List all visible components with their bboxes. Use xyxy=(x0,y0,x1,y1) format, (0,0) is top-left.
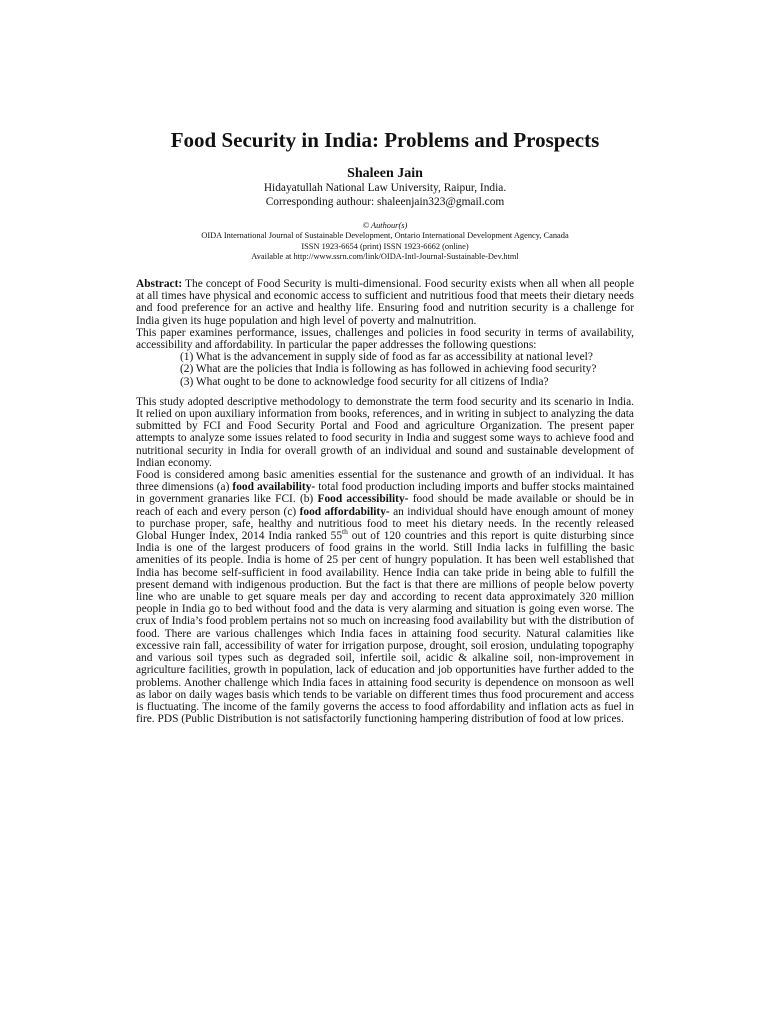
journal-name: OIDA International Journal of Sustainable Development, Ontario International Development Agency, Canada xyxy=(201,231,569,241)
affiliation: Hidayatullah National Law University, Raipur, India. xyxy=(263,182,507,194)
publication-meta xyxy=(116,221,654,262)
issn-line: ISSN 1923-6654 (print) ISSN 1923-6662 (online) xyxy=(301,241,469,251)
body-text: Food is considered among basic amenities essential for the sustenance and growth of an individual. It has three dimensions (a) xyxy=(136,469,634,494)
copyright-notice: © Authour(s) xyxy=(362,221,408,230)
dimensions-paragraph xyxy=(136,469,634,725)
author-name: Shaleen Jain xyxy=(347,166,423,181)
author-affiliation-block xyxy=(136,182,634,209)
body-text: an individual should have enough amount of money to purchase proper, safe, healthy and nutritious food to meet his dietary needs. In the recently released Global Hunger Index, 2014 India ranked 55 xyxy=(136,505,634,543)
question-1: (1) What is the advancement in supply side of food as far as accessibility at national level? xyxy=(180,351,593,364)
availability-link[interactable]: Available at http://www.ssrn.com/link/OIDA-Intl-Journal-Sustainable-Dev.html xyxy=(251,251,519,261)
term-food-accessibility: Food accessibility- xyxy=(317,493,409,506)
body-text: food should be made available or should be in reach of each and every person (c) xyxy=(136,493,635,518)
body-text: out of 120 countries and this report is quite disturbing since India is one of the largest producers of food grains in the world. Still India lacks in fulfilling the basic amenities of its people. India is home of 25 per cent of hungry population. It has been well established that India has become self-sufficient in food availability. Hence India can take pride in being able to fulfill the present demand with indigenous production. But the fact is that there are millions of people below poverty line who are unable to get square meals per day and according to recent data approximately 320 million people in India go to bed without food and the data is very alarming and situation is going even worse. The crux of India’s food problem pertains not so much on increasing food availability but with the distribution of food. There are various challenges which India faces in attaining food security. Natural calamities like excessive rain fall, accessibility of water for irrigation purpose, drought, soil erosion, undulating topography and various soil types such as degraded soil, infertile soil, acidic & alkaline soil, non-improvement in agriculture facilities, growth in population, lack of education and job opportunities have further added to the problems. Another challenge which India faces in attaining food security is dependence on monsoon as well as labor on daily wages basis which tends to be variable on different times thus food procurement and access is fluctuating. The income of the family governs the access to food affordability and inflation acts as fuel in fire. PDS (Public Distribution is not satisfactorily functioning hampering distribution of food at low prices. xyxy=(136,530,634,726)
corresponding-author: Corresponding authour: shaleenjain323@gmail.com xyxy=(265,195,505,208)
abstract-paragraph-2: This paper examines performance, issues, challenges and policies in food security in terms of availability, accessibility and affordability. In particular the paper addresses the following questions: xyxy=(136,326,634,352)
term-food-availability: food availability- xyxy=(232,481,316,494)
body-text: total food production including imports and buffer stocks maintained in government granaries like FCI. (b) xyxy=(136,481,634,506)
question-3: (3) What ought to be done to acknowledge food security for all citizens of India? xyxy=(180,375,549,388)
ordinal-superscript: th xyxy=(342,527,348,537)
term-food-affordability: food affordability- xyxy=(299,505,390,518)
question-2: (2) What are the policies that India is following as has followed in achieving food security? xyxy=(180,363,597,376)
abstract-label: Abstract: xyxy=(136,278,183,290)
paper-title: Food Security in India: Problems and Prospects xyxy=(170,128,600,152)
paper-body xyxy=(136,278,634,725)
abstract-text: The concept of Food Security is multi-dimensional. Food security exists when all when all people at all times have physical and economic access to sufficient and nutritious food that meets their dietary needs and food preference for an active and healthy life. Ensuring food and nutrition security is a challenge for India given its huge population and high level of poverty and malnutrition. xyxy=(136,278,634,327)
abstract-paragraph xyxy=(136,278,634,327)
methodology-paragraph: This study adopted descriptive methodology to demonstrate the term food security and its scenario in India. It relied on upon auxiliary information from books, references, and in writing in subject to analyzing the data submitted by FCI and Food Security Portal and Food and agriculture Organization. The present paper attempts to analyze some issues related to food security in India and suggest some ways to achieve food and nutritional security in India for overall growth of an individual and sound and sustainable development of Indian economy. xyxy=(136,395,634,469)
